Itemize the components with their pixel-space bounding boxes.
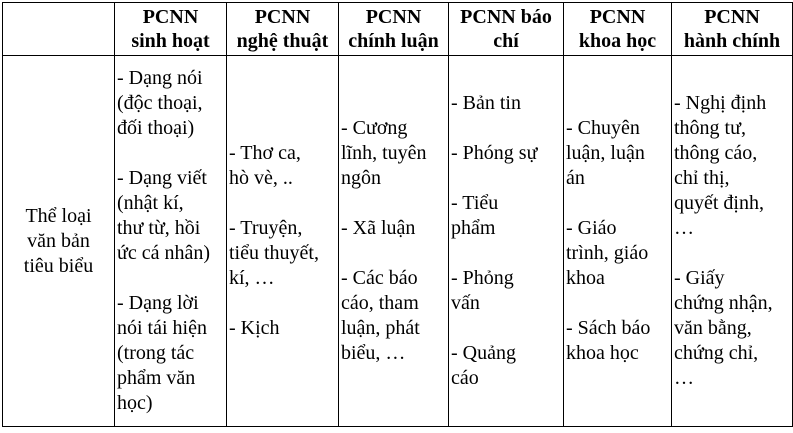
row-label: Thể loại văn bản tiêu biểu: [23, 204, 94, 277]
list-item: - Giấy chứng nhận, văn bằng, chứng chỉ, …: [674, 267, 773, 389]
header-khoa-hoc: [564, 3, 672, 56]
list-item: - Tiểu phẩm: [451, 192, 499, 239]
header-nghe-thuat: [227, 3, 339, 56]
header-chinh-luan: [339, 3, 449, 56]
list-item: - Chuyên luận, luận án: [566, 117, 645, 189]
list-item: - Sách báo khoa học: [566, 317, 651, 364]
list-item: - Quảng cáo: [451, 342, 516, 389]
list-item: - Cương lĩnh, tuyên ngôn: [341, 117, 427, 189]
list-item: - Dạng viết (nhật kí, thư từ, hồi ức cá nhân): [117, 167, 211, 264]
header-label: PCNN nghệ thuật: [236, 6, 329, 52]
list-item: - Nghị định thông tư, thông cáo, chỉ thị, quyết định, …: [674, 92, 767, 239]
list-item: - Thơ ca, hò vè, ..: [229, 142, 301, 189]
cell-nghe-thuat: [227, 56, 339, 427]
header-label: PCNN hành chính: [683, 6, 781, 52]
header-row: [3, 3, 793, 56]
list-item: - Xã luận: [341, 217, 416, 239]
list-item: - Kịch: [229, 317, 280, 339]
header-label: PCNN báo chí: [460, 6, 552, 52]
row-label-cell: [3, 56, 115, 427]
header-label: PCNN sinh hoạt: [131, 6, 210, 52]
list-item: - Dạng nói (độc thoại, đối thoại): [117, 67, 203, 139]
list-item: - Giáo trình, giáo khoa: [566, 217, 649, 289]
list-item: - Phóng sự: [451, 142, 538, 164]
table-row: [3, 56, 793, 427]
list-item: - Phỏng vấn: [451, 267, 514, 314]
header-label: PCNN chính luận: [348, 6, 439, 52]
list-item: - Bản tin: [451, 92, 521, 114]
list-item: - Dạng lời nói tái hiện (trong tác phẩm văn học): [117, 292, 207, 414]
cell-sinh-hoat: [115, 56, 227, 427]
header-bao-chi: [449, 3, 564, 56]
genre-table: [2, 2, 793, 427]
cell-khoa-hoc: [564, 56, 672, 427]
cell-hanh-chinh: [672, 56, 793, 427]
cell-chinh-luan: [339, 56, 449, 427]
list-item: - Các báo cáo, tham luận, phát biểu, …: [341, 267, 420, 364]
header-empty: [3, 3, 115, 56]
header-hanh-chinh: [672, 3, 793, 56]
header-label: PCNN khoa học: [578, 6, 657, 52]
header-sinh-hoat: [115, 3, 227, 56]
cell-bao-chi: [449, 56, 564, 427]
list-item: - Truyện, tiểu thuyết, kí, …: [229, 217, 319, 289]
